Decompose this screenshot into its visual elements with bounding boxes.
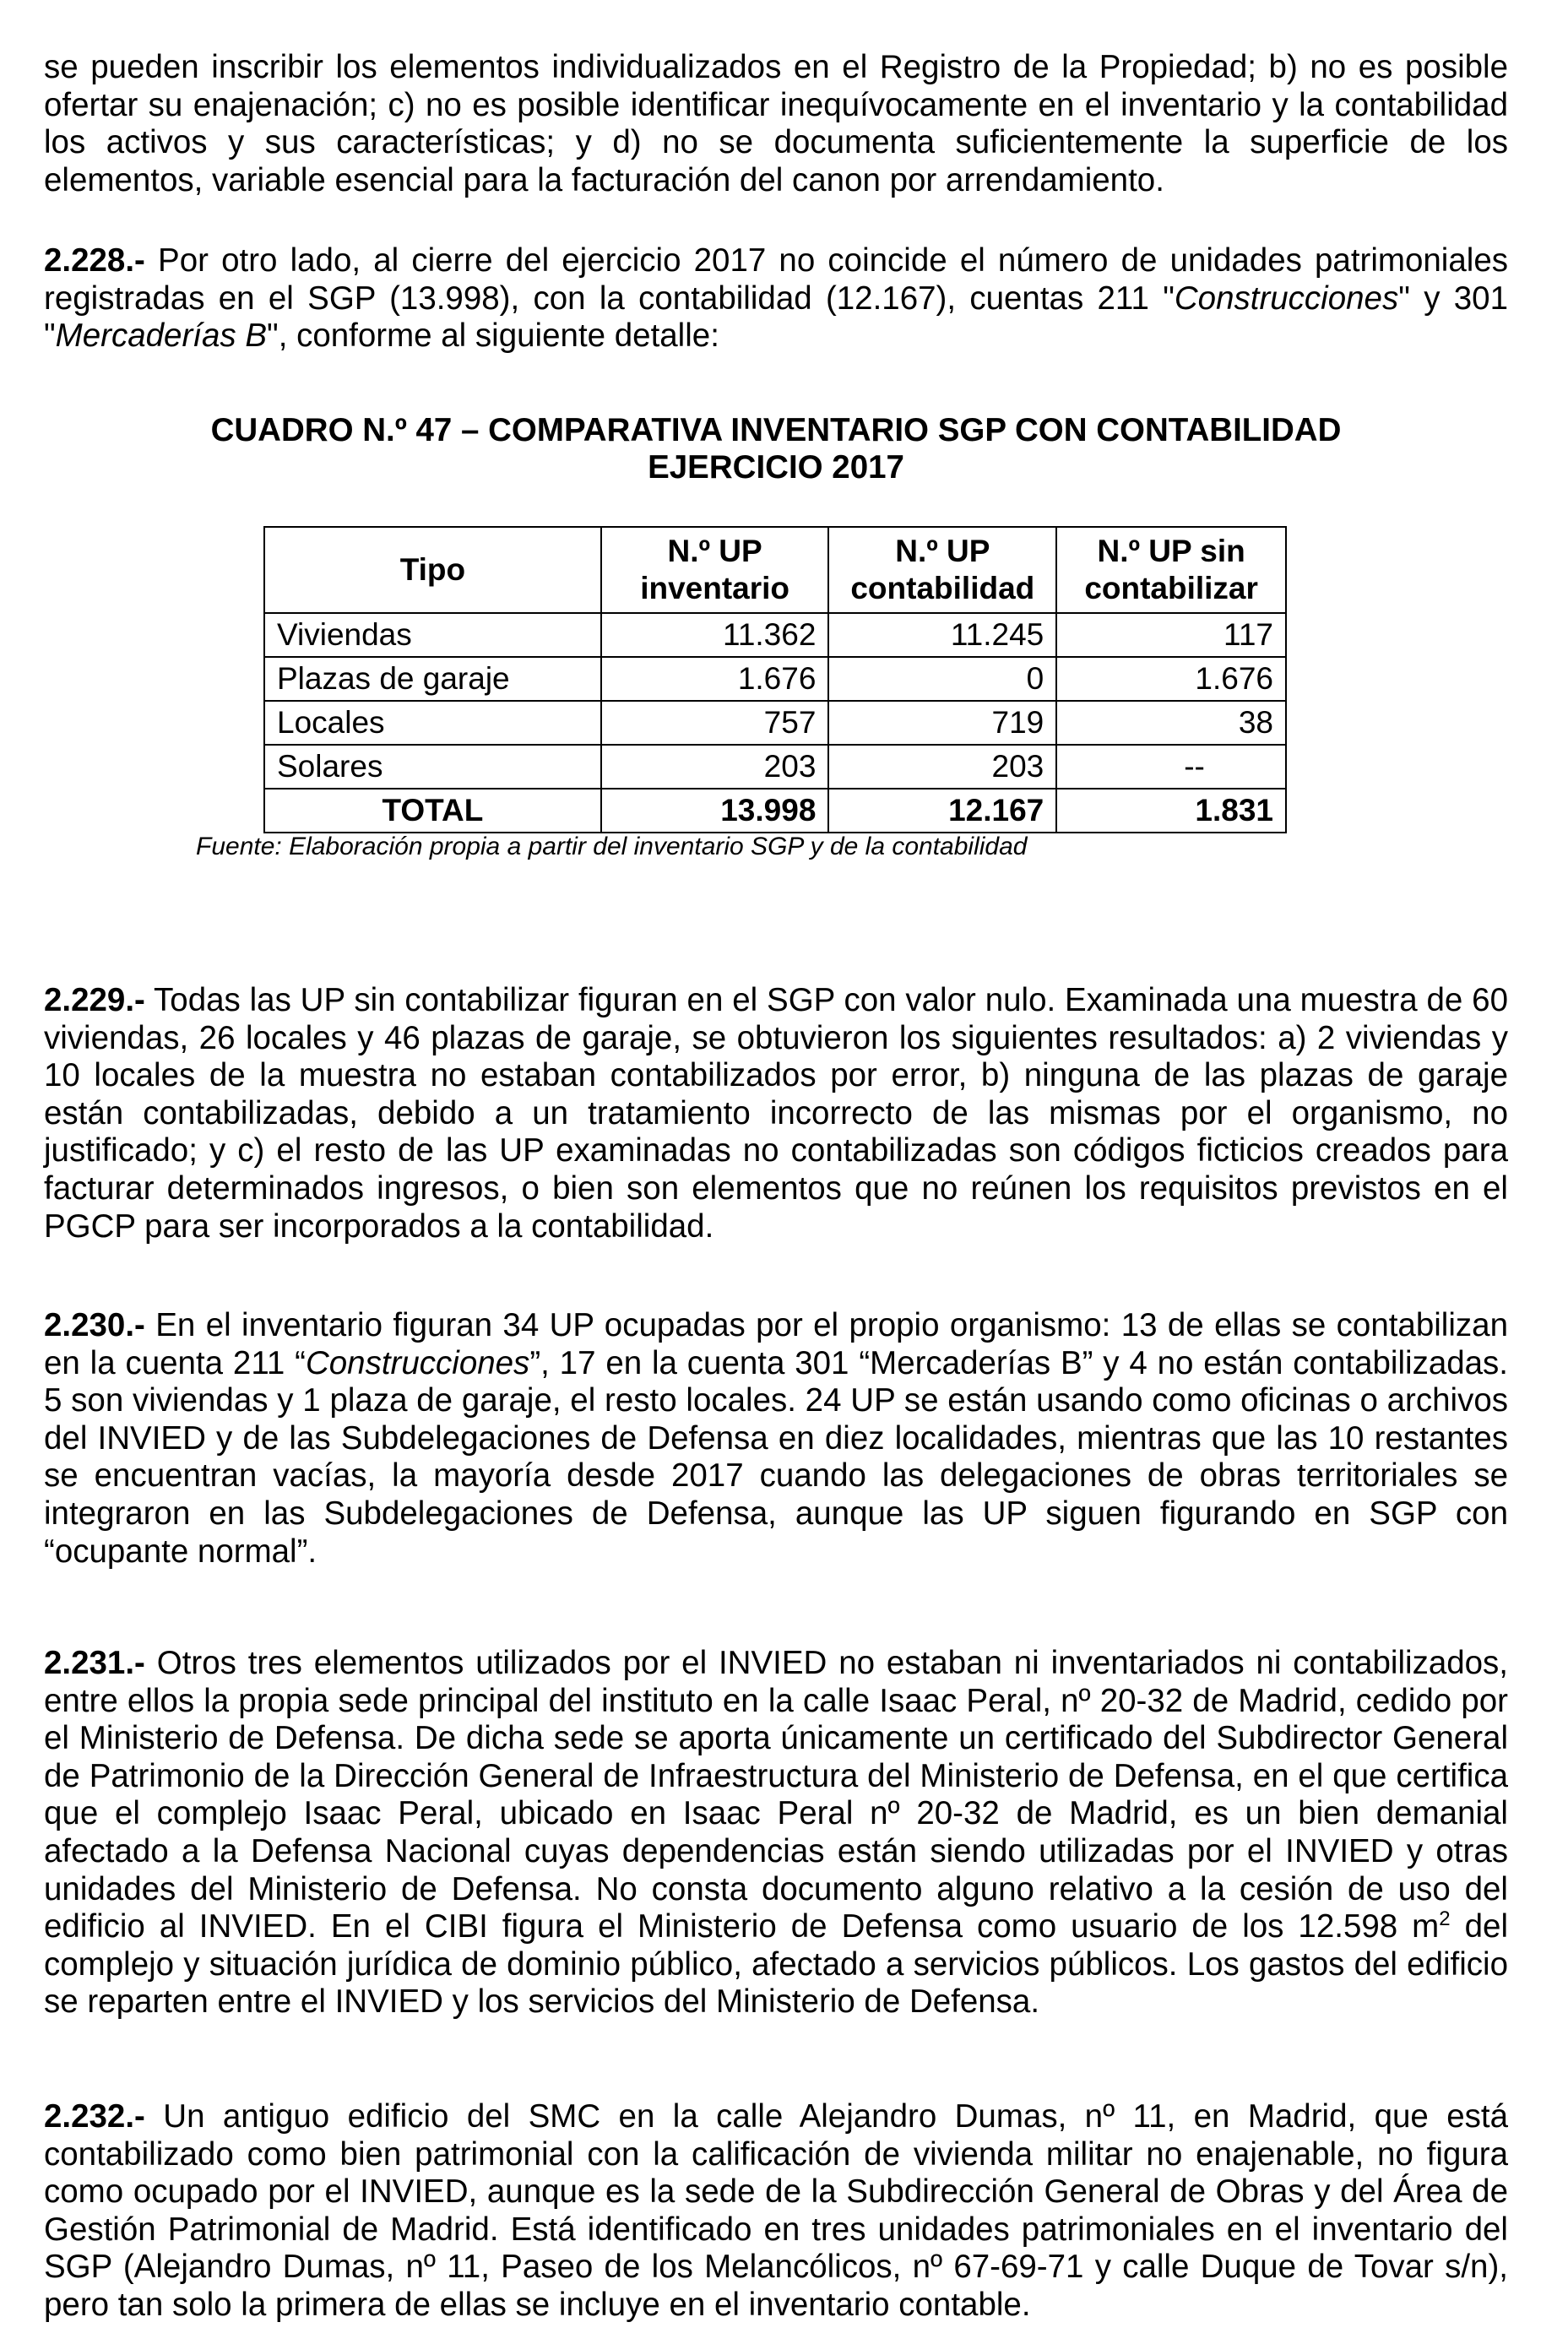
cell-sin-contabilizar: 38 xyxy=(1056,701,1286,745)
paragraph-number: 2.231.- xyxy=(44,1645,145,1681)
paragraph-text: Un antiguo edificio del SMC en la calle Alejandro Dumas, nº 11, en Madrid, que está contabilizado como bien patrimonial con la calificación de vivienda militar no enajenable, no figura como ocupado por el INVIED, aunque es la sede de la Subdirección General de Obras y del Área de Gestión Patrimonial de Madrid. Está identificado en tres unidades patrimoniales en el inventario del SGP (Alejandro Dumas, nº 11, Paseo de los Melancólicos, nº 67-69-71 y calle Duque de Tovar s/n), pero tan solo la primera de ellas se incluye en el inventario contable. xyxy=(44,2098,1508,2323)
account-name: Mercaderías B xyxy=(55,317,268,355)
paragraph-text: del complejo y situación jurídica de dominio público, afectado a servicios públicos. Los gastos del edificio se reparten entre el INVIED y los servicios del Ministerio de Defensa. xyxy=(44,1908,1508,2021)
cell-tipo: Viviendas xyxy=(264,613,601,657)
cell-tipo: Locales xyxy=(264,701,601,745)
paragraph-2-230 xyxy=(44,1307,1508,1571)
paragraph-2-231 xyxy=(44,1645,1508,2021)
table-title-line-1: CUADRO N.º 47 – COMPARATIVA INVENTARIO SGP CON CONTABILIDAD xyxy=(210,412,1342,448)
header-up-inventario: N.º UP inventario xyxy=(601,527,829,613)
header-tipo: Tipo xyxy=(264,527,601,613)
table-row xyxy=(264,701,1286,745)
cell-sin-contabilizar: -- xyxy=(1056,745,1286,789)
cell-inventario: 757 xyxy=(601,701,829,745)
paragraph-intro-text: se pueden inscribir los elementos individualizados en el Registro de la Propiedad; b) no es posible ofertar su enajenación; c) no es posible identificar inequívocamente en el inventario y la contabilidad los activos y sus características; y d) no se documenta suficientemente la superficie de los elementos, variable esencial para la facturación del canon por arrendamiento. xyxy=(44,49,1508,198)
table-source-note: Fuente: Elaboración propia a partir del inventario SGP y de la contabilidad xyxy=(196,833,1028,860)
cell-contabilidad: 0 xyxy=(828,657,1056,701)
superscript: 2 xyxy=(1439,1907,1451,1931)
paragraph-text: Por otro lado, al cierre del ejercicio 2017 no coincide el número de unidades patrimoniales registradas en el SGP (13.998), con la contabilidad (12.167), cuentas 211 " xyxy=(44,242,1508,317)
cell-total-contabilidad: 12.167 xyxy=(828,789,1056,833)
cell-inventario: 1.676 xyxy=(601,657,829,701)
account-name: Construcciones xyxy=(305,1344,530,1381)
paragraph-2-228 xyxy=(44,242,1508,355)
cell-tipo: Solares xyxy=(264,745,601,789)
inventory-comparison-table xyxy=(263,526,1287,833)
paragraph-number: 2.230.- xyxy=(44,1307,145,1343)
table-row xyxy=(264,745,1286,789)
cell-sin-contabilizar: 117 xyxy=(1056,613,1286,657)
paragraph-2-232 xyxy=(44,2098,1508,2325)
cell-inventario: 11.362 xyxy=(601,613,829,657)
paragraph-number: 2.232.- xyxy=(44,2098,145,2135)
cell-contabilidad: 203 xyxy=(828,745,1056,789)
cell-inventario: 203 xyxy=(601,745,829,789)
cell-tipo: Plazas de garaje xyxy=(264,657,601,701)
table-row xyxy=(264,613,1286,657)
paragraph-text: ", conforme al siguiente detalle: xyxy=(267,317,719,355)
account-name: Construcciones xyxy=(1174,279,1399,317)
table-header-row xyxy=(264,527,1286,613)
paragraph-text: En el inventario figuran 34 UP ocupadas por el propio organismo: 13 de ellas se contabilizan en la cuenta 211 “ xyxy=(44,1307,1508,1381)
header-up-sin-contabilizar: N.º UP sin contabilizar xyxy=(1056,527,1286,613)
paragraph-number: 2.228.- xyxy=(44,242,145,279)
paragraph-text: Todas las UP sin contabilizar figuran en el SGP con valor nulo. Examinada una muestra de 60 viviendas, 26 locales y 46 plazas de garaje, se obtuvieron los siguientes resultados: a) 2 viviendas y 10 locales de la muestra no estaban contabilizados por error, b) ninguna de las plazas de garaje están contabilizadas, debido a un tratamiento incorrecto de las mismas por el organismo, no justificado; y c) el resto de las UP examinadas no contabilizadas son códigos ficticios creados para facturar determinados ingresos, o bien son elementos que no reúnen los requisitos previstos en el PGCP para ser incorporados a la contabilidad. xyxy=(44,982,1508,1245)
paragraph-2-229 xyxy=(44,982,1508,1245)
table-title xyxy=(44,412,1508,486)
paragraph-number: 2.229.- xyxy=(44,982,145,1018)
paragraph-text: " y 301 " xyxy=(44,279,1509,355)
cell-total-inventario: 13.998 xyxy=(601,789,829,833)
cell-contabilidad: 719 xyxy=(828,701,1056,745)
table-title-line-2: EJERCICIO 2017 xyxy=(648,449,904,486)
paragraph-text: ”, 17 en la cuenta 301 “Mercaderías B” y 4 no están contabilizadas. 5 son viviendas y 1 plaza de garaje, el resto locales. 24 UP se están usando como oficinas o archivos del INVIED y de las Subdelegaciones de Defensa en diez localidades, mientras que las 10 restantes se encuentran vacías, la mayoría desde 2017 cuando las delegaciones de obras territoriales se integraron en las Subdelegaciones de Defensa, aunque las UP siguen figurando en SGP con “ocupante normal”. xyxy=(44,1344,1508,1570)
cell-total-sin-contabilizar: 1.831 xyxy=(1056,789,1286,833)
paragraph-text: Otros tres elementos utilizados por el INVIED no estaban ni inventariados ni contabilizados, entre ellos la propia sede principal del instituto en la calle Isaac Peral, nº 20-32 de Madrid, cedido por el Ministerio de Defensa. De dicha sede se aporta únicamente un certificado del Subdirector General de Patrimonio de la Dirección General de Infraestructura del Ministerio de Defensa, en el que certifica que el complejo Isaac Peral, ubicado en Isaac Peral nº 20-32 de Madrid, es un bien demanial afectado a la Defensa Nacional cuyas dependencias están siendo utilizadas por el INVIED y otras unidades del Ministerio de Defensa. No consta documento alguno relativo a la cesión de uso del edificio al INVIED. En el CIBI figura el Ministerio de Defensa como usuario de los 12.598 m xyxy=(44,1645,1508,1945)
paragraph-intro xyxy=(44,49,1508,199)
header-up-contabilidad: N.º UP contabilidad xyxy=(828,527,1056,613)
cell-sin-contabilizar: 1.676 xyxy=(1056,657,1286,701)
cell-total-label: TOTAL xyxy=(264,789,601,833)
cell-contabilidad: 11.245 xyxy=(828,613,1056,657)
table-total-row xyxy=(264,789,1286,833)
table-row xyxy=(264,657,1286,701)
